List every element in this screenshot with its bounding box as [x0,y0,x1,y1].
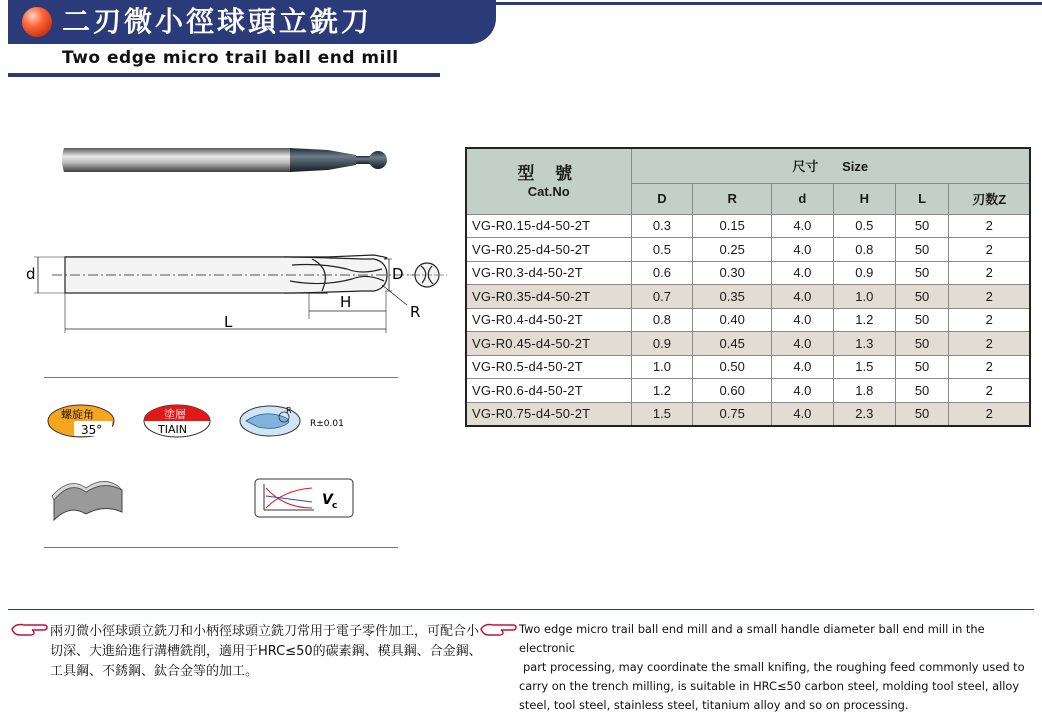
cell-D: 1.2 [631,379,693,403]
table-row [466,379,1030,403]
cell-Z: 2 [949,214,1030,238]
cell-R: 0.60 [693,379,771,403]
size-header-cn: 尺寸 [792,159,819,175]
cell-D: 0.7 [631,285,693,309]
cell-Z: 2 [949,355,1030,379]
cell-R: 0.25 [693,238,771,262]
header-top-rule [490,2,1042,5]
cell-L: 50 [895,238,949,262]
cell-Z: 2 [949,308,1030,332]
cell-Z: 2 [949,285,1030,309]
cell-cat: VG-R0.35-d4-50-2T [466,285,631,309]
cell-R: 0.40 [693,308,771,332]
helix-angle-badge [46,403,116,439]
cell-cat: VG-R0.75-d4-50-2T [466,402,631,426]
cell-H: 0.8 [833,238,895,262]
table-row [466,355,1030,379]
cell-H: 1.8 [833,379,895,403]
cell-d: 4.0 [771,308,833,332]
cell-D: 1.5 [631,402,693,426]
cell-R: 0.30 [693,261,771,285]
cell-L: 50 [895,214,949,238]
col-header-R: R [693,183,771,214]
pointing-hand-icon [479,621,517,637]
cell-L: 50 [895,285,949,309]
cell-L: 50 [895,379,949,403]
col-header-Z: 刃数Z [949,183,1030,214]
cell-cat: VG-R0.4-d4-50-2T [466,308,631,332]
col-header-D: D [631,183,693,214]
cell-Z: 2 [949,379,1030,403]
coating-badge [142,403,212,439]
divider-bottom [44,547,398,548]
cell-R: 0.35 [693,285,771,309]
radius-tolerance: R±0.01 [310,419,344,429]
cell-D: 0.5 [631,238,693,262]
cell-D: 0.9 [631,332,693,356]
cell-H: 1.3 [833,332,895,356]
ball-end-mill-photo [60,138,392,182]
cell-R: 0.15 [693,214,771,238]
subtitle-underline [8,73,440,77]
footer-en-line: Two edge micro trail ball end mill and a small handle diameter ball end mill in the electronic [519,622,985,655]
label-D: D [392,265,404,283]
cell-d: 4.0 [771,285,833,309]
page-title: 二刃微小徑球頭立銑刀 [62,5,373,38]
cell-H: 2.3 [833,402,895,426]
cell-cat: VG-R0.6-d4-50-2T [466,379,631,403]
size-header-en: Size [842,159,869,175]
cell-Z: 2 [949,261,1030,285]
cell-d: 4.0 [771,402,833,426]
cell-H: 0.5 [833,214,895,238]
cell-cat: VG-R0.45-d4-50-2T [466,332,631,356]
cell-H: 0.9 [833,261,895,285]
cell-L: 50 [895,355,949,379]
cell-d: 4.0 [771,355,833,379]
cell-Z: 2 [949,402,1030,426]
catalog-header-cn: 型 號 [517,163,581,183]
cell-H: 1.2 [833,308,895,332]
title-banner [8,0,496,44]
cell-L: 50 [895,402,949,426]
bullet-ball-icon [22,7,52,37]
cell-Z: 2 [949,238,1030,262]
radius-letter: R [286,406,292,415]
coating-label: 塗層 [164,408,186,421]
helix-label: 螺旋角 [61,408,94,421]
footer-en-line: part processing, may coordinate the small knifing, the roughing feed commonly used to [523,660,1025,674]
cell-d: 4.0 [771,379,833,403]
cell-cat: VG-R0.25-d4-50-2T [466,238,631,262]
cutting-speed-icon [254,478,354,518]
cell-D: 0.3 [631,214,693,238]
cell-R: 0.45 [693,332,771,356]
table-row [466,332,1030,356]
cell-cat: VG-R0.5-d4-50-2T [466,355,631,379]
cell-D: 0.6 [631,261,693,285]
col-header-L: L [895,183,949,214]
label-R: R [410,303,421,321]
cell-cat: VG-R0.3-d4-50-2T [466,261,631,285]
cell-R: 0.50 [693,355,771,379]
vc-label: V [322,492,333,508]
size-header [631,148,1030,183]
cell-d: 4.0 [771,214,833,238]
cell-R: 0.75 [693,402,771,426]
coating-value: TIAIN [158,423,187,436]
cell-H: 1.5 [833,355,895,379]
footer-description-cn: 兩刃微小徑球頭立銑刀和小柄徑球頭立銑刀常用于電子零件加工，可配合小切深、大進給進行溝槽銑削，適用于HRC≤50的碳素鋼、模具鋼、合金鋼、工具鋼、不銹鋼、鈦合金等的加工。 [50,624,482,679]
catalog-header [466,148,631,214]
label-d: d [26,265,36,283]
cell-d: 4.0 [771,238,833,262]
label-H: H [340,293,352,311]
divider-top [44,377,398,378]
label-L: L [224,313,233,331]
footer-en-line: carry on the trench milling, is suitable in HRC≤50 carbon steel, molding tool steel, alloy [519,679,1020,693]
cell-Z: 2 [949,332,1030,356]
helix-value: 35° [81,423,103,437]
footer-rule [8,609,1034,610]
table-row [466,308,1030,332]
table-row [466,402,1030,426]
table-row [466,238,1030,262]
tool-dimension-drawing [22,235,452,337]
radius-tolerance-badge [238,403,368,439]
table-row [466,285,1030,309]
cell-L: 50 [895,332,949,356]
table-row [466,214,1030,238]
page-subtitle: Two edge micro trail ball end mill [62,48,399,68]
col-header-H: H [833,183,895,214]
cell-H: 1.0 [833,285,895,309]
col-header-d: d [771,183,833,214]
vc-sub: c [332,501,338,511]
spec-table [465,147,1031,427]
footer-description-en [519,620,1041,715]
table-row [466,261,1030,285]
cell-D: 1.0 [631,355,693,379]
footer-en-line: steel, tool steel, stainless steel, titanium alloy and so on processing. [519,698,909,712]
cell-d: 4.0 [771,261,833,285]
cell-L: 50 [895,308,949,332]
cell-d: 4.0 [771,332,833,356]
cell-cat: VG-R0.15-d4-50-2T [466,214,631,238]
pointing-hand-icon [10,621,48,637]
workpiece-profile-icon [48,478,128,522]
cell-L: 50 [895,261,949,285]
catalog-header-en: Cat.No [527,183,570,199]
cell-D: 0.8 [631,308,693,332]
